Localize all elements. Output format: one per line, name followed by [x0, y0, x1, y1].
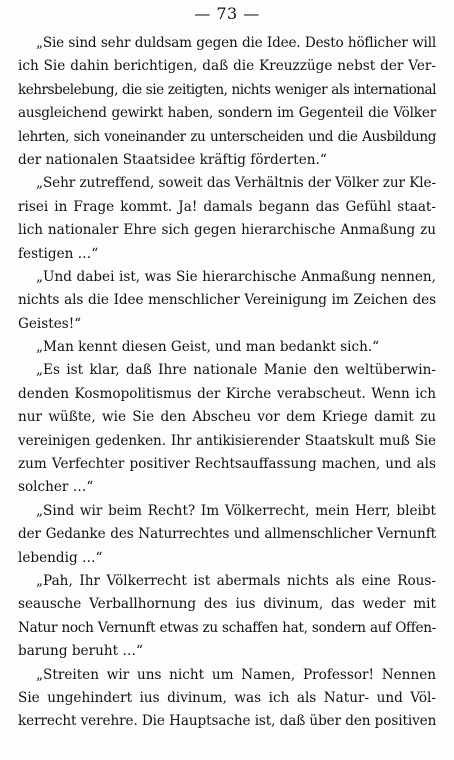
text-line: „Es ist klar, daß Ihre nationale Manie den weltüberwin-: [36, 362, 436, 379]
text-line: lich nationaler Ehre sich gegen hierarchische Anmaßung zu: [18, 222, 436, 239]
text-line: „Pah, Ihr Völkerrecht ist abermals nichts als eine Rous-: [36, 572, 436, 589]
text-line: Geistes!“: [18, 315, 82, 332]
text-line: ich Sie dahin berichtigen, daß die Kreuzzüge nebst der Ver-: [18, 58, 436, 75]
text-line: nichts als die Idee menschlicher Vereinigung im Zeichen des: [18, 292, 436, 309]
text-line: Natur noch Vernunft etwas zu schaffen hat, sondern auf Offen-: [18, 619, 436, 636]
text-line: ausgleichend gewirkt haben, sondern im Gegenteil die Völker: [18, 105, 436, 122]
text-line: barung beruht …“: [18, 643, 143, 660]
page-number: — 73 —: [194, 4, 260, 23]
text-line: solcher …“: [18, 479, 94, 496]
text-line: zum Verfechter positiver Rechtsauffassung machen, und als: [18, 456, 436, 473]
text-line: „Sie sind sehr duldsam gegen die Idee. Desto höflicher will: [36, 35, 436, 51]
text-line: kerrecht verehre. Die Hauptsache ist, daß über den positiven: [18, 713, 437, 730]
text-line: „Streiten wir uns nicht um Namen, Professor! Nennen: [36, 666, 436, 683]
text-line: „Sind wir beim Recht? Im Völkerrecht, mein Herr, bleibt: [36, 502, 436, 519]
text-line: Sie ungehindert ius divinum, was ich als Natur- und Völ-: [18, 689, 436, 706]
text-line: lebendig …“: [18, 549, 103, 566]
text-line: vereinigen gedenken. Ihr antikisierender Staatskult muß Sie: [18, 432, 436, 449]
text-line: seausche Verballhornung des ius divinum, das weder mit: [18, 596, 436, 613]
text-line: „Und dabei ist, was Sie hierarchische Anmaßung nennen,: [36, 268, 436, 285]
text-line: „Sehr zutreffend, soweit das Verhältnis der Völker zur Kle-: [36, 175, 436, 192]
text-line: „Man kennt diesen Geist, und man bedankt sich.“: [36, 339, 380, 356]
body-text: [18, 32, 436, 734]
text-line: der nationalen Staatsidee kräftig förderten.“: [18, 151, 327, 168]
text-line: kehrsbelebung, die sie zeitigten, nichts weniger als international: [18, 81, 436, 98]
text-line: lehrten, sich voneinander zu unterscheiden und die Ausbildung: [18, 128, 436, 145]
text-line: nur wüßte, wie Sie den Abscheu vor dem Kriege damit zu: [18, 409, 436, 426]
text-line: der Gedanke des Naturrechtes und allmenschlicher Vernunft: [18, 526, 436, 543]
text-line: festigen …“: [18, 245, 99, 262]
text-line: risei in Frage kommt. Ja! damals begann das Gefühl staat-: [18, 198, 436, 215]
text-line: denden Kosmopolitismus der Kirche verabscheut. Wenn ich: [18, 385, 436, 402]
